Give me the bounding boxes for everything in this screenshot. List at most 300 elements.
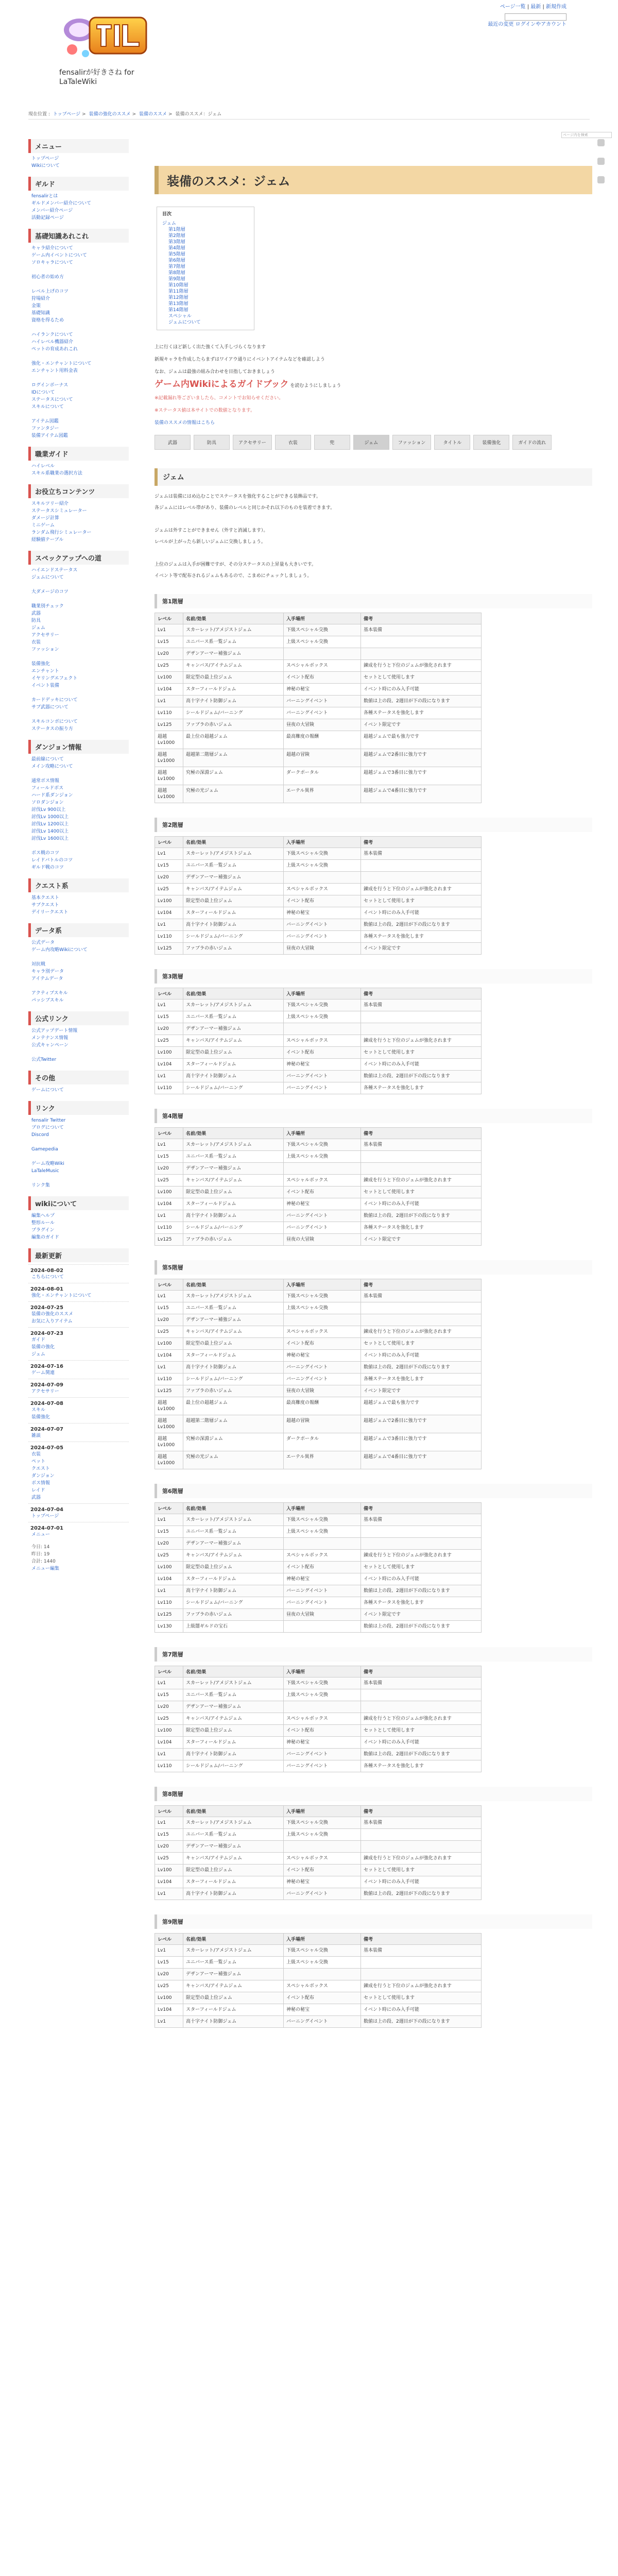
gem-table — [154, 1127, 482, 1246]
print-icon[interactable] — [597, 176, 605, 183]
toc-item[interactable]: 第13階層 — [168, 301, 188, 307]
breadcrumb-current: 装備のススメ：ジェム — [175, 112, 222, 117]
recent-link[interactable]: 最新 — [530, 4, 541, 10]
sidebar-link[interactable]: ハイレベル機器紹介 — [31, 340, 74, 345]
sidebar-link[interactable]: イベント装備 — [31, 683, 60, 688]
breadcrumb-item[interactable]: トップページ — [53, 112, 81, 117]
note-cell: 基本装備 — [361, 999, 482, 1011]
column-header: 入手場所 — [284, 837, 361, 848]
sidebar-link[interactable]: アクティブスキル — [31, 991, 68, 996]
site-logo[interactable] — [60, 9, 150, 63]
recent-link[interactable]: ボス情報 — [31, 1481, 50, 1486]
level-cell: Lv15 — [155, 1829, 183, 1841]
sidebar-link[interactable]: ゲーム内攻略Wikiについて — [31, 947, 88, 953]
sidebar-link[interactable]: Wikiについて — [31, 163, 60, 168]
breadcrumb-item[interactable]: 装備のススメ — [139, 112, 167, 117]
sidebar-link[interactable]: ステータスシミュレーター — [31, 509, 87, 514]
guide-book-link[interactable]: ゲーム内Wikiによるガイドブック — [154, 379, 289, 389]
note-cell: 超越ジェムで3番目に強力です — [361, 767, 482, 785]
sidebar-link[interactable]: 公式キャンペーン — [31, 1043, 68, 1048]
sidebar-link[interactable]: メンバー紹介ページ — [31, 208, 73, 213]
source-cell: イベント配布 — [284, 1562, 361, 1573]
sidebar-link[interactable]: 討伐Lv 1000以上 — [31, 815, 69, 820]
sidebar-link[interactable]: ギルドメンバー紹介について — [31, 201, 92, 206]
gem-table — [154, 836, 482, 955]
gem-table — [154, 1502, 482, 1633]
source-cell: スペシャルボックス — [284, 884, 361, 895]
logo-image — [60, 9, 150, 63]
sidebar-link[interactable]: 通常ボス情報 — [31, 778, 60, 784]
gem-table — [154, 1933, 482, 2028]
gem-name-cell: スカーレット/アメジストジェム — [183, 1514, 284, 1526]
sidebar-link[interactable]: キャラ紹介について — [31, 246, 73, 251]
header-search-input[interactable] — [505, 13, 566, 21]
edit-menu-link[interactable]: メニュー編集 — [31, 1566, 60, 1571]
tab-button[interactable]: 武器 — [154, 435, 191, 450]
sidebar-link[interactable]: ランダム飛行シミュレーター — [31, 530, 92, 535]
column-header: 入手場所 — [284, 1666, 361, 1677]
column-header: 入手場所 — [284, 1279, 361, 1291]
gem-name-cell: ファブラの赤いジェム — [183, 943, 284, 955]
source-cell — [284, 1701, 361, 1713]
note-cell — [361, 1163, 482, 1175]
recent-link[interactable]: ダンジョン — [31, 1473, 55, 1479]
tier-heading: 第1階層 — [154, 594, 592, 608]
table-row — [155, 1888, 482, 1900]
recent-date: 2024-07-01 — [28, 1522, 129, 1531]
source-cell: イベント配布 — [284, 1725, 361, 1737]
sidebar-link[interactable]: 討伐Lv 1400以上 — [31, 829, 69, 834]
table-row — [155, 1573, 482, 1585]
column-header: レベル — [155, 1806, 183, 1817]
level-cell: Lv20 — [155, 1314, 183, 1326]
sidebar-link[interactable]: ハイレベル — [31, 464, 55, 469]
sidebar-link[interactable]: カードデッキについて — [31, 698, 78, 703]
source-cell: 上級スペシャル交換 — [284, 860, 361, 872]
table-row — [155, 1562, 482, 1573]
toc-item[interactable]: ジェムについて — [168, 320, 201, 325]
recent-date: 2024-07-23 — [28, 1327, 129, 1336]
level-cell: Lv110 — [155, 1082, 183, 1094]
sidebar-link[interactable]: 初心者の始め方 — [31, 275, 64, 280]
toc-item[interactable]: 第6階層 — [168, 258, 185, 263]
level-cell: Lv25 — [155, 1035, 183, 1047]
column-header: 入手場所 — [284, 1934, 361, 1945]
gem-name-cell: シールドジェム/バーニング — [183, 1760, 284, 1772]
sidebar-link[interactable]: 編集のガイド — [31, 1235, 59, 1240]
toc-item[interactable]: 第5階層 — [168, 252, 185, 257]
note-cell — [361, 1829, 482, 1841]
sidebar-link[interactable]: 整形ルール — [31, 1221, 55, 1226]
sidebar-link[interactable]: アクセサリー — [31, 633, 59, 638]
gem-name-cell: ファブラの赤いジェム — [183, 719, 284, 731]
sidebar-link[interactable]: 経験値テーブル — [31, 537, 64, 543]
recent-link[interactable]: 装備の強化のススメ — [31, 1312, 74, 1317]
table-row — [155, 872, 482, 884]
sidebar-link[interactable]: ゲームについて — [31, 1088, 64, 1093]
source-cell: スペシャルボックス — [284, 1326, 361, 1338]
table-row — [155, 943, 482, 955]
source-cell: 超越の冒険 — [284, 1415, 361, 1433]
toc-item[interactable]: 第7階層 — [168, 264, 185, 269]
site-title[interactable]: fensalirが好きさね for LaTaleWiki — [59, 69, 134, 86]
sidebar-link[interactable]: アイテムデータ — [31, 976, 63, 981]
source-cell: バーニングイベント — [284, 1374, 361, 1385]
sidebar-link[interactable]: ダメージ計算 — [31, 516, 59, 521]
sidebar-link[interactable]: 職業別チェック — [31, 604, 64, 609]
gem-name-cell: 高十字ナイト防御ジェム — [183, 1585, 284, 1597]
table-row — [155, 1969, 482, 1980]
sidebar-link[interactable]: 最前線について — [31, 757, 64, 762]
sidebar-link[interactable]: 討伐Lv 1200以上 — [31, 822, 69, 827]
table-row — [155, 860, 482, 872]
sidebar-link[interactable]: 大ダメージのコツ — [31, 589, 68, 595]
recent-link[interactable]: ジェム — [31, 1352, 45, 1357]
table-row — [155, 1234, 482, 1246]
sidebar-link[interactable]: エンチャント — [31, 669, 59, 674]
sidebar-link[interactable]: ブログについて — [31, 1125, 64, 1130]
toc-item[interactable]: 第1階層 — [168, 227, 185, 232]
tab-button[interactable]: 兜 — [314, 435, 350, 450]
note-cell — [361, 636, 482, 648]
note-cell: イベント時にのみ入手可能 — [361, 1059, 482, 1071]
sidebar-link[interactable]: 公式アップデート情報 — [31, 1028, 78, 1033]
note-cell — [361, 1689, 482, 1701]
sidebar-link[interactable]: ハード系ダンジョン — [31, 793, 73, 798]
gem-name-cell: 上級闇ギルドの宝石 — [183, 1621, 284, 1633]
edit-icon[interactable] — [597, 158, 605, 165]
sidebar-link[interactable]: 討伐Lv 900以上 — [31, 807, 66, 812]
toc-item[interactable]: 第2階層 — [168, 233, 185, 239]
source-cell: 神秘の秘宝 — [284, 1059, 361, 1071]
sidebar-link[interactable]: レベル上げのコツ — [31, 289, 69, 294]
note-cell: 基本装備 — [361, 624, 482, 636]
sidebar-link[interactable]: 公式データ — [31, 940, 55, 945]
recent-link[interactable]: 武器 — [31, 1495, 41, 1500]
recent-link[interactable]: 装備の強化 — [31, 1345, 55, 1350]
sidebar-link[interactable]: キャラ別データ — [31, 969, 64, 974]
sidebar-link[interactable]: ステータスについて — [31, 397, 73, 402]
sidebar-link[interactable]: ステータスの振り方 — [31, 726, 73, 732]
sidebar-link[interactable]: メイン攻略について — [31, 764, 73, 769]
tier-heading: 第4階層 — [154, 1109, 592, 1123]
sidebar-link[interactable]: サブクエスト — [31, 903, 59, 908]
sidebar-link[interactable]: エンチャント用料金表 — [31, 368, 78, 374]
toc-item[interactable]: スペシャル — [168, 314, 192, 319]
recent-link[interactable]: ペット — [31, 1459, 46, 1464]
source-cell: バーニングイベント — [284, 1362, 361, 1374]
sidebar-link[interactable]: ミニゲーム — [31, 523, 55, 528]
sidebar-link[interactable]: 金策 — [31, 303, 41, 309]
recent-date: 2024-07-09 — [28, 1379, 129, 1388]
sidebar-link[interactable]: スキルについて — [31, 404, 64, 410]
table-row — [155, 931, 482, 943]
level-cell: Lv20 — [155, 1023, 183, 1035]
toc-item[interactable]: 第14階層 — [168, 308, 188, 313]
table-row — [155, 1689, 482, 1701]
recent-link[interactable]: こちらについて — [31, 1275, 64, 1280]
source-cell: スペシャルボックス — [284, 1035, 361, 1047]
recent-link[interactable]: ガイド — [31, 1337, 45, 1343]
tab-button[interactable]: ファッション — [392, 435, 432, 450]
sidebar-heading: リンク — [28, 1101, 129, 1115]
gem-name-cell: 超越第二階層ジェム — [183, 1415, 284, 1433]
sidebar-link[interactable]: 編集ヘルプ — [31, 1213, 55, 1218]
sidebar-link[interactable]: 公式Twitter — [31, 1057, 57, 1062]
gem-name-cell: キャンバス/アイテムジェム — [183, 1550, 284, 1562]
note-cell: 各種ステータスを強化します — [361, 1374, 482, 1385]
source-cell: イベント配布 — [284, 1865, 361, 1876]
sidebar-link[interactable]: ゲーム攻略Wiki — [31, 1161, 64, 1166]
gem-name-cell: スターフィールドジェム — [183, 907, 284, 919]
recent-link[interactable]: メニュー — [31, 1532, 50, 1537]
source-cell: 神秘の秘宝 — [284, 1737, 361, 1749]
level-cell: Lv110 — [155, 1760, 183, 1772]
recent-link[interactable]: トップページ — [31, 1514, 59, 1519]
recent-link[interactable]: スキル — [31, 1408, 45, 1413]
sidebar-link[interactable]: 衣装 — [31, 640, 41, 645]
recent-link[interactable]: 雑談 — [31, 1433, 41, 1438]
note-cell — [361, 1701, 482, 1713]
sidebar-link[interactable]: 武器 — [31, 611, 41, 616]
other-guide-link[interactable]: 装備のススメの情報はこちら — [154, 420, 215, 426]
recent-date: 2024-07-08 — [28, 1397, 129, 1406]
note-cell: イベント時にのみ入手可能 — [361, 1876, 482, 1888]
sidebar-section — [28, 484, 129, 544]
sidebar-link[interactable]: デイリークエスト — [31, 910, 68, 915]
toc-item[interactable]: 第9階層 — [168, 277, 185, 282]
recent-link[interactable]: アクセサリー — [31, 1389, 59, 1394]
gem-table — [154, 1279, 482, 1469]
level-cell: Lv1 — [155, 1139, 183, 1151]
sidebar-link[interactable]: スキルツリー紹介 — [31, 501, 68, 506]
gem-name-cell: スターフィールドジェム — [183, 684, 284, 696]
sidebar-link[interactable]: トップページ — [31, 156, 59, 161]
toc-item[interactable]: 第12階層 — [168, 295, 188, 300]
gem-name-cell: スカーレット/アメジストジェム — [183, 999, 284, 1011]
level-cell: Lv100 — [155, 1338, 183, 1350]
sidebar-link[interactable]: プラグイン — [31, 1228, 55, 1233]
sidebar-link[interactable]: スキル系職業の選択方法 — [31, 471, 82, 476]
table-row — [155, 1291, 482, 1302]
source-cell — [284, 1163, 361, 1175]
note-cell: セットとして使用します — [361, 672, 482, 684]
toc-item[interactable]: ジェム — [162, 221, 176, 226]
tab-button[interactable]: アクセサリー — [233, 435, 272, 450]
sidebar-link[interactable]: Discord — [31, 1132, 49, 1138]
source-cell: 神秘の秘宝 — [284, 1350, 361, 1362]
sidebar-link[interactable]: fensalir Twitter — [31, 1118, 66, 1123]
section-paragraph: イベント等で配布されるジェムもあるので、こまめにチェックしましょう。 — [154, 573, 312, 579]
sidebar-link[interactable]: アイテム図鑑 — [31, 419, 59, 424]
sidebar-link[interactable]: 装備強化 — [31, 662, 50, 667]
recent-link[interactable]: クエスト — [31, 1466, 50, 1471]
sidebar-link[interactable]: 強化・エンチャントについて — [31, 361, 92, 366]
sidebar-link[interactable]: ギルド戦のコツ — [31, 865, 64, 870]
source-cell: 神秘の秘宝 — [284, 684, 361, 696]
sidebar-link[interactable]: ゲーム内イベントについて — [31, 253, 87, 258]
sidebar-link[interactable]: スキルコンボについて — [31, 719, 78, 724]
sidebar-link[interactable]: 討伐Lv 1600以上 — [31, 836, 69, 841]
tab-button[interactable]: ガイドの流れ — [512, 435, 552, 450]
sidebar-link[interactable]: ファッション — [31, 647, 59, 652]
table-header-row — [155, 1279, 482, 1291]
sidebar-link[interactable]: 防具 — [31, 618, 41, 623]
source-cell: バーニングイベント — [284, 1749, 361, 1760]
source-cell: 下級スペシャル交換 — [284, 1291, 361, 1302]
table-row — [155, 1210, 482, 1222]
sidebar-link[interactable]: Gamepedia — [31, 1147, 58, 1152]
breadcrumb-item[interactable]: 装備の強化のススメ — [89, 112, 131, 117]
column-header: 名前/効果 — [183, 988, 284, 999]
sidebar-link[interactable]: 基本クエスト — [31, 895, 59, 901]
sidebar-link[interactable]: IDについて — [31, 390, 55, 395]
table-row — [155, 1841, 482, 1853]
level-cell: Lv104 — [155, 2004, 183, 2016]
tab-button[interactable]: 装備強化 — [473, 435, 509, 450]
recent-link[interactable]: 強化・エンチャントについて — [31, 1293, 92, 1298]
level-cell: Lv1 — [155, 1362, 183, 1374]
source-cell: バーニングイベント — [284, 1222, 361, 1234]
gem-name-cell: スカーレット/アメジストジェム — [183, 1291, 284, 1302]
login-link[interactable]: ログインやアカウント — [515, 22, 566, 27]
toc-item[interactable]: 第10階層 — [168, 283, 188, 288]
note-cell: セットとして使用します — [361, 1338, 482, 1350]
level-cell: 超越Lv1000 — [155, 767, 183, 785]
sidebar-link[interactable]: fensalirとは — [31, 194, 58, 199]
sidebar-link[interactable]: ボス戦のコツ — [31, 851, 60, 856]
table-row — [155, 1326, 482, 1338]
sidebar-link[interactable]: ハイエンドステータス — [31, 568, 78, 573]
source-cell: バーニングイベント — [284, 696, 361, 707]
tab-button[interactable]: タイトル — [434, 435, 470, 450]
sidebar-link[interactable]: イヤリングエフェクト — [31, 676, 78, 681]
tab-button[interactable]: ジェム — [353, 435, 389, 450]
source-cell: バーニングイベント — [284, 1082, 361, 1094]
table-row — [155, 884, 482, 895]
sidebar-link[interactable]: ハイランクについて — [31, 332, 73, 337]
gem-name-cell: ユニバース系一覧ジェム — [183, 1011, 284, 1023]
gem-name-cell: スカーレット/アメジストジェム — [183, 624, 284, 636]
tab-button[interactable]: 防具 — [194, 435, 230, 450]
sidebar-link[interactable]: ファンタジー — [31, 426, 59, 431]
table-header-row — [155, 837, 482, 848]
share-icon[interactable] — [597, 139, 605, 146]
level-cell: Lv110 — [155, 707, 183, 719]
gem-name-cell: ユニバース系一覧ジェム — [183, 1151, 284, 1163]
source-cell: 昼夜の大冒険 — [284, 1234, 361, 1246]
sidebar-link[interactable]: LaTaleMusic — [31, 1168, 59, 1174]
recent-changes-link[interactable]: 最近の変更 — [488, 22, 514, 27]
source-cell: 上級スペシャル交換 — [284, 1011, 361, 1023]
tab-button[interactable]: 衣装 — [275, 435, 311, 450]
gem-name-cell: スカーレット/アメジストジェム — [183, 1139, 284, 1151]
note-cell: 数値は上の段、2週目が下の段になります — [361, 919, 482, 931]
column-header: 備考 — [361, 1806, 482, 1817]
column-header: 名前/効果 — [183, 1503, 284, 1514]
table-row — [155, 1550, 482, 1562]
sidebar-link[interactable]: ペットの育成あれこれ — [31, 347, 78, 352]
column-header: レベル — [155, 1279, 183, 1291]
level-cell: Lv1 — [155, 696, 183, 707]
toc-item[interactable]: 第3階層 — [168, 240, 185, 245]
note-cell: 各種ステータスを強化します — [361, 1597, 482, 1609]
recent-link[interactable]: ゲーム関連 — [31, 1370, 55, 1376]
recent-link[interactable]: 装備強化 — [31, 1415, 50, 1420]
page-search-input[interactable]: ページ内を検索 — [561, 132, 612, 138]
sidebar-link[interactable]: 装備アイテム図鑑 — [31, 433, 68, 438]
level-cell: Lv1 — [155, 848, 183, 860]
toc-item[interactable]: 第11階層 — [168, 289, 188, 294]
gem-name-cell: ユニバース系一覧ジェム — [183, 1957, 284, 1969]
sidebar-link[interactable]: ソロキャラについて — [31, 260, 73, 265]
sidebar-section — [28, 1071, 129, 1094]
sidebar-link[interactable]: 対抗戦 — [31, 962, 46, 967]
note-cell: 超越ジェムで4番目に強力です — [361, 785, 482, 803]
toc-item[interactable]: 第8階層 — [168, 270, 185, 276]
sidebar-link[interactable]: フィールドボス — [31, 786, 64, 791]
recent-link[interactable]: レイド — [31, 1488, 45, 1493]
tier-heading: 第2階層 — [154, 818, 592, 832]
gem-name-cell: スターフィールドジェム — [183, 1059, 284, 1071]
toc-item[interactable]: 第4階層 — [168, 246, 185, 251]
column-header: 名前/効果 — [183, 1666, 284, 1677]
sidebar-link[interactable]: サブ武器について — [31, 705, 68, 710]
sidebar-link[interactable]: リンク集 — [31, 1183, 50, 1188]
recent-link[interactable]: 衣装 — [31, 1452, 41, 1457]
note-cell: 基本装備 — [361, 1139, 482, 1151]
sidebar-link[interactable]: 活動記録ページ — [31, 215, 64, 221]
sidebar-link[interactable]: 基礎知識 — [31, 311, 50, 316]
column-header: 備考 — [361, 1279, 482, 1291]
source-cell: 下級スペシャル交換 — [284, 848, 361, 860]
column-header: 名前/効果 — [183, 837, 284, 848]
level-cell: Lv25 — [155, 1326, 183, 1338]
note-cell: セットとして使用します — [361, 1992, 482, 2004]
sidebar-link[interactable]: ソロダンジョン — [31, 800, 64, 805]
sidebar-link[interactable]: パッシブスキル — [31, 998, 64, 1003]
sidebar-spacer — [28, 324, 129, 331]
note-cell: 数値は上の段、2週目が下の段になります — [361, 1585, 482, 1597]
note-cell: 超越ジェムで最も強力です — [361, 731, 482, 749]
gem-name-cell: キャンバス/アイテムジェム — [183, 1326, 284, 1338]
sidebar-link[interactable]: 狩場紹介 — [31, 296, 50, 301]
sidebar-spacer — [28, 653, 129, 660]
intro-text: 上に行くほど新しく出た強くて入手しづらくなります — [154, 345, 266, 350]
table-row — [155, 1187, 482, 1198]
sidebar-link[interactable]: ジェム — [31, 625, 45, 631]
gem-name-cell: 高十字ナイト防御ジェム — [183, 2016, 284, 2028]
sidebar-heading: 基礎知識あれこれ — [28, 229, 129, 243]
gem-name-cell: 限定型の最上位ジェム — [183, 1187, 284, 1198]
sidebar-link[interactable]: ログインボーナス — [31, 383, 68, 388]
main-content — [154, 138, 592, 2028]
sidebar-link[interactable]: 資格を得るため — [31, 318, 64, 323]
note-cell: 超越ジェムで2番目に強力です — [361, 1415, 482, 1433]
source-cell: 神秘の秘宝 — [284, 1573, 361, 1585]
source-cell: 昼夜の大冒険 — [284, 1609, 361, 1621]
gem-name-cell: 高十字ナイト防御ジェム — [183, 1749, 284, 1760]
sidebar-link[interactable]: レイドバトルのコツ — [31, 858, 73, 863]
sidebar-link[interactable]: ジェムについて — [31, 575, 64, 580]
sidebar-link[interactable]: メンテナンス情報 — [31, 1036, 68, 1041]
page-list-link[interactable]: ページ一覧 — [500, 4, 526, 10]
note-cell: セットとして使用します — [361, 1047, 482, 1059]
recent-link[interactable]: お気に入りアイテム — [31, 1319, 73, 1324]
note-cell: 数値は上の段、2週目が下の段になります — [361, 1071, 482, 1082]
new-page-link[interactable]: 新規作成 — [546, 4, 566, 10]
note-cell: イベント限定です — [361, 1609, 482, 1621]
